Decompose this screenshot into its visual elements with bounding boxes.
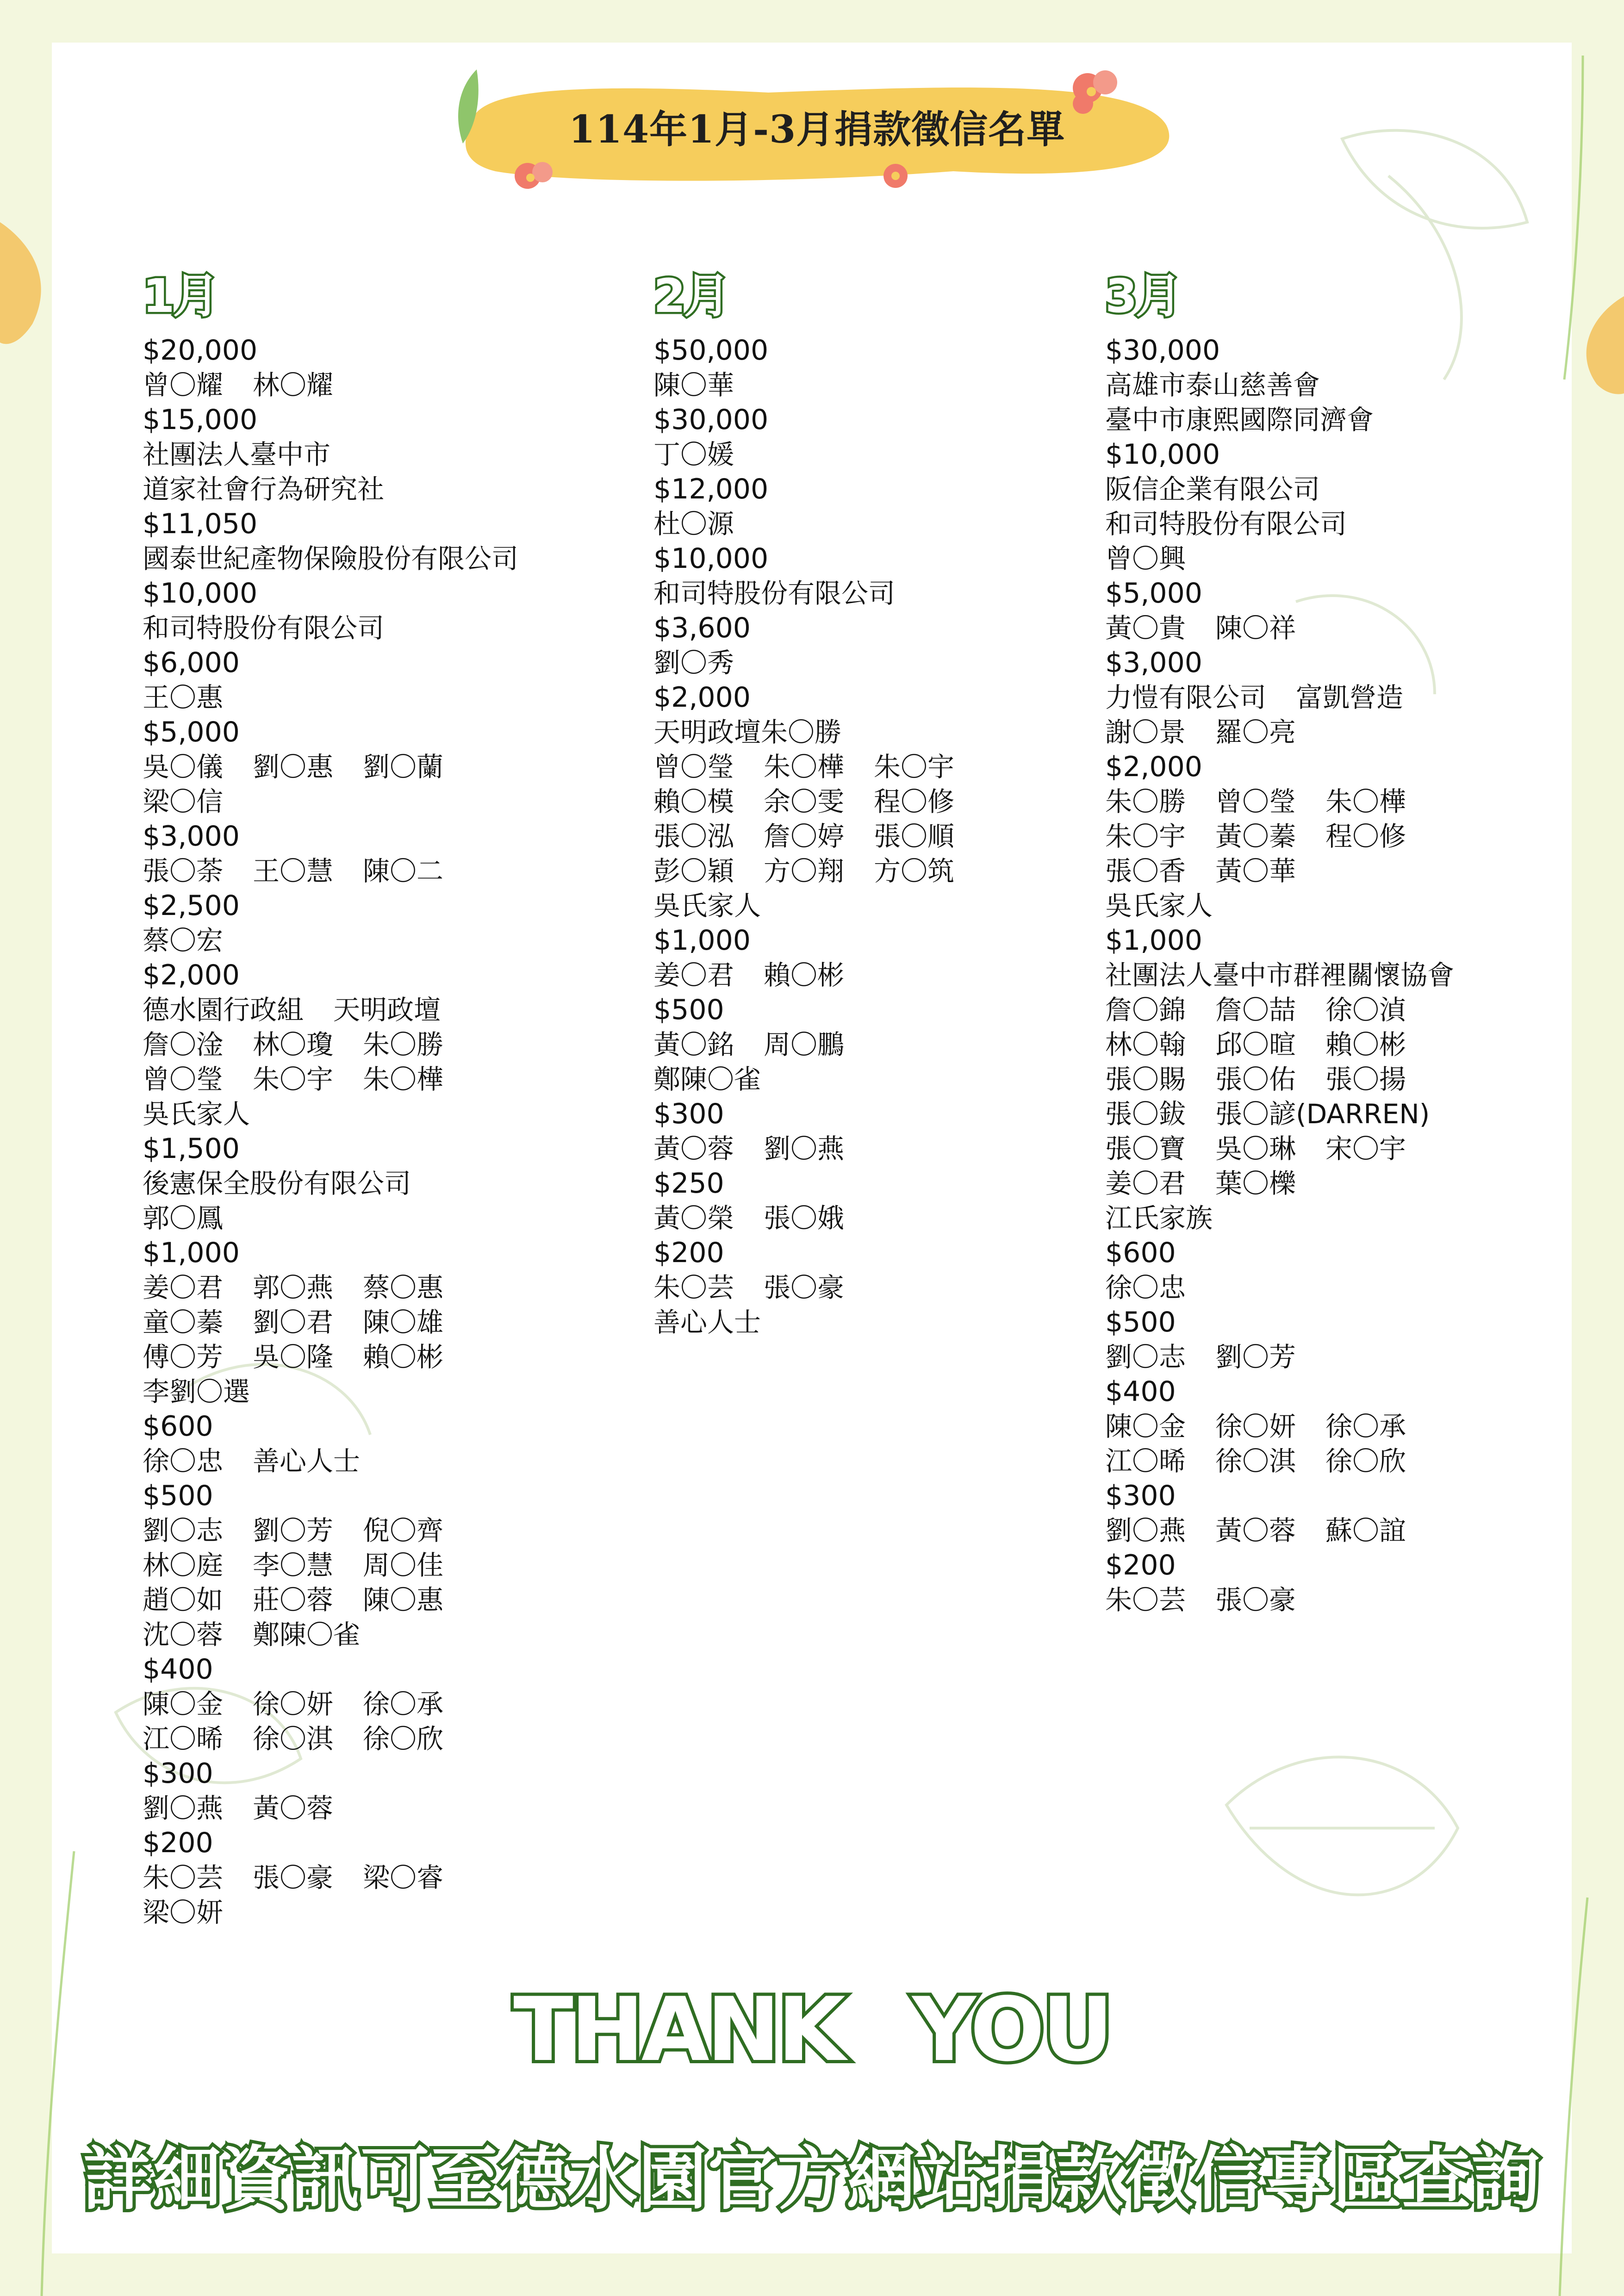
- donor-row: [1105, 680, 1568, 715]
- donation-amount: $2,500: [143, 890, 240, 922]
- donor-name: 方〇筑: [874, 855, 955, 887]
- donation-amount: $1,000: [143, 1237, 240, 1269]
- donation-amount: $1,000: [653, 924, 751, 957]
- donor-name: 吳〇儀: [143, 751, 224, 783]
- donor-row: [653, 1270, 1116, 1305]
- donation-amount: $5,000: [1105, 577, 1202, 610]
- donor-name: 朱〇勝: [1105, 786, 1186, 817]
- donor-row: [143, 611, 605, 646]
- donor-row: [143, 1340, 605, 1375]
- donor-name: 周〇佳: [363, 1549, 444, 1581]
- donor-name: 李劉〇選: [143, 1376, 250, 1407]
- donor-name: 徐〇忠: [143, 1445, 224, 1477]
- donor-name: 力愷有限公司: [1105, 682, 1267, 713]
- donor-row: [143, 1062, 605, 1097]
- donor-name: 徐〇承: [363, 1688, 444, 1720]
- donor-row: [1105, 1062, 1568, 1097]
- page-title: 114年1月-3月捐款徵信名單: [568, 107, 1065, 152]
- donor-row: [143, 437, 605, 472]
- donor-name: 徐〇湞: [1325, 994, 1406, 1026]
- donor-name: 程〇修: [874, 786, 955, 817]
- donor-name: 劉〇志: [143, 1515, 224, 1546]
- donor-name: 葉〇櫟: [1215, 1168, 1296, 1199]
- donor-row: [1105, 368, 1568, 403]
- donor-name: 徐〇忠: [1105, 1272, 1186, 1303]
- donor-name: 傅〇芳: [143, 1341, 224, 1373]
- donor-name: 王〇慧: [253, 855, 334, 887]
- donation-amount: $300: [1105, 1480, 1176, 1512]
- donor-name: 陳〇金: [1105, 1411, 1186, 1442]
- donor-name: 梁〇妍: [143, 1897, 224, 1928]
- donor-row: [653, 854, 1116, 889]
- donor-name: 朱〇芸: [653, 1272, 734, 1303]
- donation-amount: $30,000: [1105, 334, 1220, 367]
- donor-name: 張〇泓: [653, 821, 734, 852]
- donor-name: 劉〇芳: [1215, 1341, 1296, 1373]
- donor-name: 道家社會行為研究社: [143, 473, 385, 505]
- donor-name: 劉〇志: [1105, 1341, 1186, 1373]
- donor-name: 江氏家族: [1105, 1202, 1213, 1234]
- donor-row: [143, 541, 605, 576]
- donor-name: 梁〇信: [143, 786, 224, 817]
- donor-row: [1105, 1444, 1568, 1479]
- donation-amount: $200: [143, 1827, 213, 1859]
- donor-row: [653, 1132, 1116, 1166]
- donor-row: [1105, 889, 1568, 923]
- donation-amount: $400: [1105, 1375, 1176, 1408]
- donor-row: [143, 368, 605, 403]
- donor-name: 吳氏家人: [143, 1098, 250, 1130]
- donor-row: [143, 1097, 605, 1132]
- donation-amount: $500: [143, 1480, 213, 1512]
- donor-name: 鄭陳〇雀: [253, 1619, 361, 1650]
- donor-name: 曾〇瑩: [653, 751, 734, 783]
- donor-name: 蔡〇宏: [143, 925, 224, 956]
- donor-row: [1105, 1409, 1568, 1444]
- donor-row: [143, 1722, 605, 1756]
- donation-amount: $500: [653, 994, 724, 1026]
- donor-row: [143, 680, 605, 715]
- donor-name: 姜〇君: [1105, 1168, 1186, 1199]
- donor-name: 徐〇妍: [1215, 1411, 1296, 1442]
- donor-row: [1105, 1201, 1568, 1236]
- donor-name: 張〇順: [874, 821, 955, 852]
- donation-amount: $300: [143, 1757, 213, 1790]
- month-heading: 1月: [143, 269, 218, 323]
- donor-row: [653, 1062, 1116, 1097]
- donation-amount: $1,500: [143, 1132, 240, 1165]
- donor-name: 和司特股份有限公司: [653, 578, 896, 609]
- donation-amount: $1,000: [1105, 924, 1202, 957]
- donor-name: 陳〇惠: [363, 1584, 444, 1616]
- donor-name: 張〇荼: [143, 855, 224, 887]
- thank-you-heading: THANK YOU: [513, 1979, 1111, 2081]
- donation-amount: $11,050: [143, 508, 258, 540]
- donor-name: 張〇豪: [253, 1862, 334, 1893]
- donor-name: 郭〇鳳: [143, 1202, 224, 1234]
- donor-row: [1105, 403, 1568, 437]
- donor-row: [653, 819, 1116, 854]
- donor-name: 社團法人臺中市: [143, 439, 331, 470]
- donor-name: 張〇諺(DARREN): [1215, 1098, 1430, 1130]
- donor-row: [1105, 472, 1568, 507]
- donor-name: 方〇翔: [764, 855, 845, 887]
- donor-row: [1105, 715, 1568, 750]
- donor-row: [143, 1583, 605, 1618]
- donor-name: 臺中市康熙國際同濟會: [1105, 404, 1374, 436]
- donor-row: [1105, 1270, 1568, 1305]
- donor-name: 陳〇金: [143, 1688, 224, 1720]
- donor-name: 吳〇隆: [253, 1341, 334, 1373]
- donor-row: [653, 784, 1116, 819]
- donor-name: 郭〇燕: [253, 1272, 334, 1303]
- donor-name: 黃〇蓉: [653, 1133, 734, 1164]
- donor-name: 吳〇琳: [1215, 1133, 1296, 1164]
- donation-amount: $12,000: [653, 473, 769, 505]
- donor-name: 賴〇模: [653, 786, 734, 817]
- donor-name: 天明政壇朱〇勝: [653, 716, 842, 748]
- donor-row: [1105, 611, 1568, 646]
- donor-name: 陳〇二: [363, 855, 444, 887]
- donor-row: [1105, 541, 1568, 576]
- donor-name: 劉〇君: [253, 1307, 334, 1338]
- donor-name: 賴〇彬: [764, 959, 845, 991]
- donor-row: [1105, 854, 1568, 889]
- donor-row: [1105, 1097, 1568, 1132]
- donor-row: [1105, 1166, 1568, 1201]
- donor-name: 童〇蓁: [143, 1307, 224, 1338]
- donor-row: [653, 437, 1116, 472]
- donor-name: 江〇晞: [143, 1723, 224, 1755]
- donor-row: [143, 472, 605, 507]
- donation-amount: $200: [1105, 1549, 1176, 1581]
- donor-row: [653, 889, 1116, 923]
- donor-row: [143, 1375, 605, 1409]
- donor-name: 劉〇蘭: [363, 751, 444, 783]
- donor-row: [1105, 1027, 1568, 1062]
- donor-name: 劉〇燕: [764, 1133, 845, 1164]
- donor-name: 張〇寶: [1105, 1133, 1186, 1164]
- donation-amount: $200: [653, 1237, 724, 1269]
- donor-name: 社團法人臺中市群裡關懷協會: [1105, 959, 1455, 991]
- donor-name: 姜〇君: [653, 959, 734, 991]
- donor-row: [653, 1305, 1116, 1340]
- donor-row: [653, 646, 1116, 680]
- donor-name: 張〇豪: [1215, 1584, 1296, 1616]
- donor-row: [143, 923, 605, 958]
- donor-name: 黃〇蓉: [1215, 1515, 1296, 1546]
- donor-row: [653, 576, 1116, 611]
- donor-name: 朱〇勝: [363, 1029, 444, 1060]
- donor-name: 曾〇興: [1105, 543, 1186, 574]
- donor-name: 朱〇樺: [1325, 786, 1406, 817]
- donor-name: 李〇慧: [253, 1549, 334, 1581]
- donor-name: 蘇〇誼: [1325, 1515, 1406, 1546]
- donation-amount: $600: [1105, 1237, 1176, 1269]
- donor-name: 劉〇惠: [253, 751, 334, 783]
- donor-name: 林〇耀: [253, 369, 334, 401]
- donation-amount: $10,000: [143, 577, 258, 610]
- donor-row: [143, 1548, 605, 1583]
- donor-name: 陳〇雄: [363, 1307, 444, 1338]
- donor-name: 徐〇淇: [1215, 1445, 1296, 1477]
- month-heading: 3月: [1105, 269, 1180, 323]
- donor-name: 陳〇祥: [1215, 612, 1296, 644]
- donor-name: 劉〇燕: [1105, 1515, 1186, 1546]
- donor-row: [1105, 507, 1568, 541]
- donor-row: [1105, 958, 1568, 993]
- donor-row: [143, 1444, 605, 1479]
- donation-amount: $10,000: [653, 542, 769, 575]
- donor-row: [653, 750, 1116, 784]
- donor-name: 黃〇貴: [1105, 612, 1186, 644]
- donor-name: 朱〇宇: [1105, 821, 1186, 852]
- donor-name: 阪信企業有限公司: [1105, 473, 1320, 505]
- donor-name: 賴〇彬: [1325, 1029, 1406, 1060]
- donor-row: [143, 1895, 605, 1930]
- donor-name: 德水園行政組: [143, 994, 304, 1026]
- donor-name: 林〇庭: [143, 1549, 224, 1581]
- donor-row: [143, 993, 605, 1027]
- donation-amount: $2,000: [143, 959, 240, 991]
- donor-name: 賴〇彬: [363, 1341, 444, 1373]
- donor-name: 張〇鈸: [1105, 1098, 1186, 1130]
- donor-name: 詹〇淦: [143, 1029, 224, 1060]
- donor-name: 余〇雯: [764, 786, 845, 817]
- donor-name: 張〇佑: [1215, 1064, 1296, 1095]
- donor-name: 國泰世紀產物保險股份有限公司: [143, 543, 519, 574]
- donor-row: [143, 1860, 605, 1895]
- donor-name: 曾〇瑩: [1215, 786, 1296, 817]
- donor-name: 黃〇華: [1215, 855, 1296, 887]
- donation-amount: $3,600: [653, 612, 751, 644]
- donor-name: 曾〇瑩: [143, 1064, 224, 1095]
- donor-name: 善心人士: [253, 1445, 361, 1477]
- donor-name: 黃〇蓁: [1215, 821, 1296, 852]
- donor-name: 趙〇如: [143, 1584, 224, 1616]
- donation-amount: $5,000: [143, 716, 240, 748]
- donation-amount: $3,000: [1105, 647, 1202, 679]
- donor-name: 蔡〇惠: [363, 1272, 444, 1303]
- donor-name: 王〇惠: [143, 682, 224, 713]
- donor-name: 徐〇妍: [253, 1688, 334, 1720]
- donor-row: [143, 1305, 605, 1340]
- donor-row: [653, 1201, 1116, 1236]
- donor-row: [1105, 784, 1568, 819]
- donor-row: [1105, 1340, 1568, 1375]
- donor-row: [143, 1201, 605, 1236]
- donor-name: 黃〇銘: [653, 1029, 734, 1060]
- donor-name: 陳〇華: [653, 369, 734, 401]
- donor-name: 黃〇榮: [653, 1202, 734, 1234]
- donor-name: 杜〇源: [653, 508, 734, 540]
- donation-amount: $2,000: [653, 681, 751, 714]
- donation-amount: $30,000: [653, 404, 769, 436]
- donation-amount: $2,000: [1105, 751, 1202, 783]
- donor-name: 姜〇君: [143, 1272, 224, 1303]
- donor-name: 朱〇宇: [253, 1064, 334, 1095]
- donor-name: 詹〇錦: [1105, 994, 1186, 1026]
- donor-name: 張〇揚: [1325, 1064, 1406, 1095]
- donor-name: 張〇賜: [1105, 1064, 1186, 1095]
- donor-name: 張〇香: [1105, 855, 1186, 887]
- donor-name: 徐〇承: [1325, 1411, 1406, 1442]
- donor-name: 劉〇燕: [143, 1792, 224, 1824]
- flower-icon: [884, 164, 908, 188]
- donor-row: [653, 958, 1116, 993]
- donor-name: 鄭陳〇雀: [653, 1064, 761, 1095]
- donor-row: [143, 784, 605, 819]
- donor-row: [143, 1791, 605, 1826]
- donor-name: 江〇晞: [1105, 1445, 1186, 1477]
- donor-row: [143, 1618, 605, 1652]
- donor-name: 朱〇宇: [874, 751, 955, 783]
- donor-name: 劉〇秀: [653, 647, 734, 678]
- donor-name: 程〇修: [1325, 821, 1406, 852]
- donor-name: 和司特股份有限公司: [1105, 508, 1347, 540]
- donor-name: 倪〇齊: [363, 1515, 444, 1546]
- month-column-february: [653, 268, 1116, 1340]
- month-column-march: [1105, 268, 1568, 1618]
- donor-row: [143, 854, 605, 889]
- donor-name: 徐〇淇: [253, 1723, 334, 1755]
- donation-amount: $3,000: [143, 820, 240, 852]
- donor-name: 張〇豪: [764, 1272, 845, 1303]
- donation-amount: $300: [653, 1098, 724, 1130]
- donor-row: [653, 368, 1116, 403]
- donor-name: 朱〇芸: [1105, 1584, 1186, 1616]
- donor-name: 林〇瓊: [253, 1029, 334, 1060]
- donor-name: 沈〇蓉: [143, 1619, 224, 1650]
- donor-name: 莊〇蓉: [253, 1584, 334, 1616]
- donor-name: 黃〇蓉: [253, 1792, 334, 1824]
- donor-name: 丁〇媛: [653, 439, 734, 470]
- donor-name: 天明政壇: [333, 994, 441, 1026]
- donor-name: 詹〇喆: [1215, 994, 1296, 1026]
- donor-row: [143, 1687, 605, 1722]
- flower-icon: [515, 162, 553, 189]
- donor-name: 後憲保全股份有限公司: [143, 1168, 411, 1199]
- donor-name: 朱〇芸: [143, 1862, 224, 1893]
- donor-name: 彭〇穎: [653, 855, 734, 887]
- donor-name: 羅〇亮: [1215, 716, 1296, 748]
- donor-name: 朱〇樺: [764, 751, 845, 783]
- donor-row: [1105, 1132, 1568, 1166]
- donation-amount: $250: [653, 1167, 724, 1200]
- donor-row: [1105, 819, 1568, 854]
- donor-row: [143, 1027, 605, 1062]
- donor-name: 和司特股份有限公司: [143, 612, 385, 644]
- donor-row: [1105, 1583, 1568, 1618]
- donation-amount: $400: [143, 1653, 213, 1686]
- donor-name: 富凱營造: [1296, 682, 1404, 713]
- donation-amount: $500: [1105, 1306, 1176, 1338]
- donation-amount: $15,000: [143, 404, 258, 436]
- donor-name: 宋〇宇: [1325, 1133, 1406, 1164]
- donation-amount: $20,000: [143, 334, 258, 367]
- month-column-january: [143, 268, 605, 1930]
- donor-name: 梁〇睿: [363, 1862, 444, 1893]
- donor-row: [143, 1166, 605, 1201]
- donation-amount: $600: [143, 1410, 213, 1443]
- donor-name: 邱〇暄: [1215, 1029, 1296, 1060]
- donor-name: 張〇娥: [764, 1202, 845, 1234]
- donor-row: [143, 750, 605, 784]
- donation-amount: $6,000: [143, 647, 240, 679]
- donor-name: 高雄市泰山慈善會: [1105, 369, 1320, 401]
- donor-name: 徐〇欣: [363, 1723, 444, 1755]
- donor-name: 曾〇耀: [143, 369, 224, 401]
- donor-row: [1105, 993, 1568, 1027]
- donor-name: 林〇翰: [1105, 1029, 1186, 1060]
- donor-row: [1105, 1513, 1568, 1548]
- donor-row: [653, 1027, 1116, 1062]
- donor-name: 謝〇景: [1105, 716, 1186, 748]
- donor-name: 劉〇芳: [253, 1515, 334, 1546]
- donor-row: [143, 1270, 605, 1305]
- donor-name: 周〇鵬: [764, 1029, 845, 1060]
- donor-row: [653, 507, 1116, 541]
- donor-name: 朱〇樺: [363, 1064, 444, 1095]
- donor-name: 善心人士: [653, 1307, 761, 1338]
- donor-name: 吳氏家人: [1105, 890, 1213, 921]
- donor-name: 徐〇欣: [1325, 1445, 1406, 1477]
- donor-row: [653, 715, 1116, 750]
- donation-amount: $10,000: [1105, 438, 1220, 471]
- donor-row: [143, 1513, 605, 1548]
- donor-name: 詹〇婷: [764, 821, 845, 852]
- month-heading: 2月: [653, 269, 728, 323]
- donation-amount: $50,000: [653, 334, 769, 367]
- footer-note: 詳細資訊可至德水園官方網站捐款徵信專區查詢: [83, 2139, 1541, 2219]
- donor-name: 吳氏家人: [653, 890, 761, 921]
